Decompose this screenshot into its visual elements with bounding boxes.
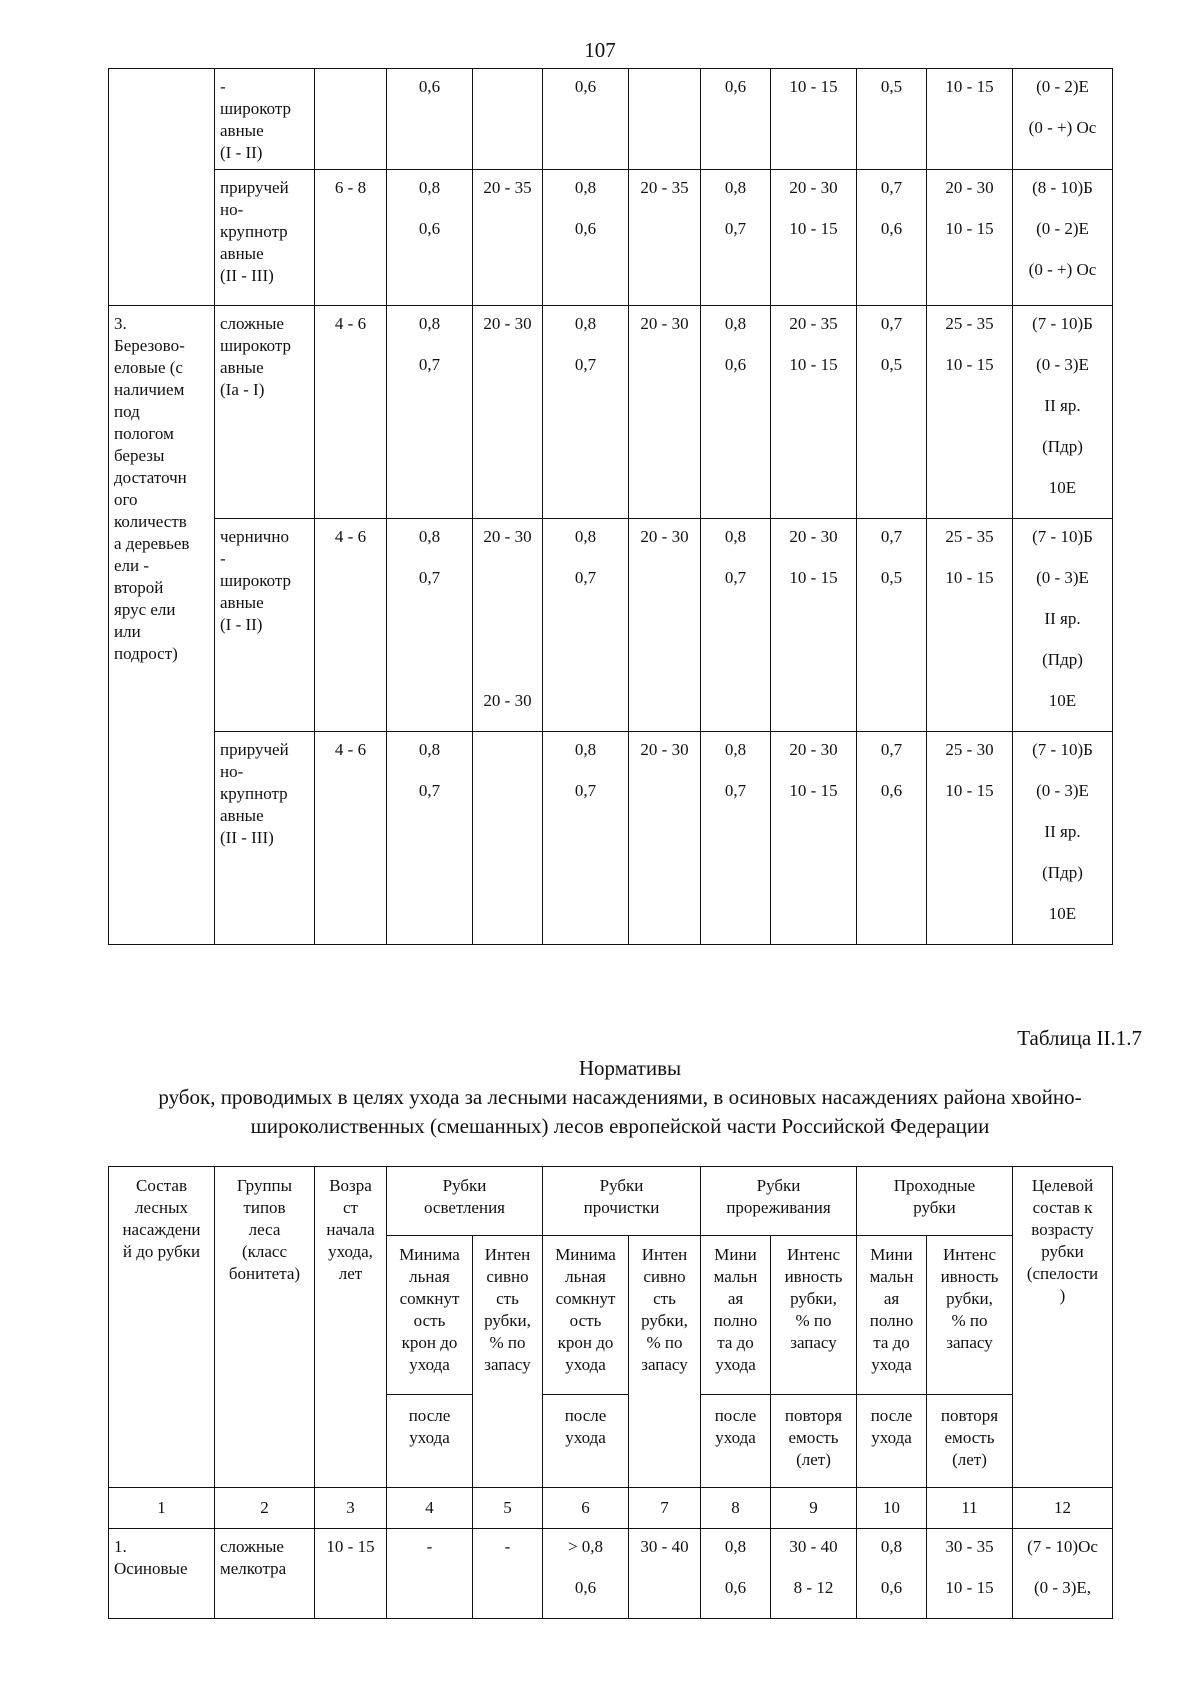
cell-c7: 20 - 35 <box>629 170 701 306</box>
header-intensity-7: Интен сивно сть рубки, % по запасу <box>629 1236 701 1488</box>
continuation-table <box>108 68 1113 945</box>
cell-c12: (0 - 2)Е (0 - +) Ос <box>1013 69 1113 170</box>
cell-c10: 0,7 0,5 <box>857 519 927 732</box>
header-min-closure-6: Минима льная сомкнут ость крон до ухода <box>543 1236 629 1395</box>
header-passage: Проходные рубки <box>857 1167 1013 1236</box>
cell-group: сложные мелкотра <box>215 1529 315 1619</box>
cell-c4: 0,8 0,7 <box>387 306 473 519</box>
header-min-closure-4: Минима льная сомкнут ость крон до ухода <box>387 1236 473 1395</box>
cell-c7: 20 - 30 <box>629 519 701 732</box>
column-number: 1 <box>109 1488 215 1529</box>
cell-c5: 20 - 30 <box>473 306 543 519</box>
table-row <box>109 519 1113 732</box>
header-age: Возра ст начала ухода, лет <box>315 1167 387 1488</box>
column-number: 12 <box>1013 1488 1113 1529</box>
column-number: 2 <box>215 1488 315 1529</box>
cell-c11: 20 - 30 10 - 15 <box>927 170 1013 306</box>
cell-c12: (7 - 10)Б (0 - 3)Е II яр. (Пдр) 10Е <box>1013 519 1113 732</box>
cell-c11: 25 - 30 10 - 15 <box>927 732 1013 945</box>
cell-c5: - <box>473 1529 543 1619</box>
cell-c5: 20 - 35 <box>473 170 543 306</box>
table-caption: Таблица II.1.7 <box>1017 1026 1142 1050</box>
cell-age: 10 - 15 <box>315 1529 387 1619</box>
column-number: 7 <box>629 1488 701 1529</box>
column-number: 11 <box>927 1488 1013 1529</box>
cell-c9: 20 - 30 10 - 15 <box>771 519 857 732</box>
cell-c11: 25 - 35 10 - 15 <box>927 306 1013 519</box>
cell-c8: 0,8 0,6 <box>701 1529 771 1619</box>
cell-c4: 0,8 0,7 <box>387 519 473 732</box>
cell-c5: 20 - 30 20 - 30 <box>473 519 543 732</box>
cell-age: 4 - 6 <box>315 306 387 519</box>
cell-c12: (7 - 10)Б (0 - 3)Е II яр. (Пдр) 10Е <box>1013 732 1113 945</box>
cell-group: сложные широкотр авные (Ia - I) <box>215 306 315 519</box>
header-groups: Группы типов леса (класс бонитета) <box>215 1167 315 1488</box>
header-after-4: после ухода <box>387 1395 473 1488</box>
norms-subtitle: рубок, проводимых в целях ухода за лесными насаждениями, в осиновых насаждениях района хвойно-широколиственных (смешанных) лесов европейской части Российской Федерации <box>158 1085 1082 1138</box>
cell-composition: 3. Березово- еловые (с наличием под пологом березы достаточн ого количеств а деревьев ели - второй ярус ели или подрост) <box>109 306 215 945</box>
cell-age: 4 - 6 <box>315 732 387 945</box>
cell-c10: 0,7 0,5 <box>857 306 927 519</box>
cell-c10: 0,8 0,6 <box>857 1529 927 1619</box>
cell-c10: 0,7 0,6 <box>857 170 927 306</box>
header-intensity-11: Интенс ивность рубки, % по запасу <box>927 1236 1013 1395</box>
cell-composition <box>109 69 215 306</box>
table-row <box>109 1529 1113 1619</box>
cell-c4: 0,8 0,6 <box>387 170 473 306</box>
header-lightening: Рубки осветления <box>387 1167 543 1236</box>
column-number: 5 <box>473 1488 543 1529</box>
cell-c7 <box>629 69 701 170</box>
cell-c9: 20 - 30 10 - 15 <box>771 170 857 306</box>
cell-group: приручей но- крупнотр авные (II - III) <box>215 170 315 306</box>
header-intensity-5: Интен сивно сть рубки, % по запасу <box>473 1236 543 1488</box>
norms-table <box>108 1166 1113 1619</box>
cell-c9: 30 - 40 8 - 12 <box>771 1529 857 1619</box>
header-min-density-8: Мини мальн ая полно та до ухода <box>701 1236 771 1395</box>
cell-c6: 0,8 0,7 <box>543 519 629 732</box>
column-number: 10 <box>857 1488 927 1529</box>
cell-c6: > 0,8 0,6 <box>543 1529 629 1619</box>
table-row <box>109 306 1113 519</box>
column-number: 9 <box>771 1488 857 1529</box>
cell-c5 <box>473 69 543 170</box>
header-row-top <box>109 1167 1113 1236</box>
header-intensity-9: Интенс ивность рубки, % по запасу <box>771 1236 857 1395</box>
cell-c11: 25 - 35 10 - 15 <box>927 519 1013 732</box>
cell-c7: 20 - 30 <box>629 306 701 519</box>
table-row <box>109 69 1113 170</box>
column-number-row <box>109 1488 1113 1529</box>
column-number: 6 <box>543 1488 629 1529</box>
header-cleaning: Рубки прочистки <box>543 1167 701 1236</box>
column-number: 4 <box>387 1488 473 1529</box>
column-number: 3 <box>315 1488 387 1529</box>
cell-age: 4 - 6 <box>315 519 387 732</box>
header-after-8: после ухода <box>701 1395 771 1488</box>
cell-c8: 0,8 0,6 <box>701 306 771 519</box>
header-target: Целевой состав к возрасту рубки (спелости ) <box>1013 1167 1113 1488</box>
header-repeat-9: повторя емость (лет) <box>771 1395 857 1488</box>
cell-c10: 0,5 <box>857 69 927 170</box>
page-number: 107 <box>584 38 616 62</box>
cell-c5 <box>473 732 543 945</box>
cell-c4: - <box>387 1529 473 1619</box>
cell-c11: 30 - 35 10 - 15 <box>927 1529 1013 1619</box>
cell-c9: 10 - 15 <box>771 69 857 170</box>
cell-c4: 0,6 <box>387 69 473 170</box>
header-after-10: после ухода <box>857 1395 927 1488</box>
header-after-6: после ухода <box>543 1395 629 1488</box>
cell-c12: (7 - 10)Б (0 - 3)Е II яр. (Пдр) 10Е <box>1013 306 1113 519</box>
cell-c8: 0,8 0,7 <box>701 732 771 945</box>
cell-c7: 20 - 30 <box>629 732 701 945</box>
cell-c10: 0,7 0,6 <box>857 732 927 945</box>
cell-c9: 20 - 30 10 - 15 <box>771 732 857 945</box>
cell-c8: 0,8 0,7 <box>701 519 771 732</box>
cell-c12: (7 - 10)Ос (0 - 3)Е, <box>1013 1529 1113 1619</box>
cell-c6: 0,8 0,7 <box>543 732 629 945</box>
header-min-density-10: Мини мальн ая полно та до ухода <box>857 1236 927 1395</box>
column-number: 8 <box>701 1488 771 1529</box>
cell-c6: 0,8 0,7 <box>543 306 629 519</box>
cell-c7: 30 - 40 <box>629 1529 701 1619</box>
cell-group: приручей но- крупнотр авные (II - III) <box>215 732 315 945</box>
cell-c8: 0,8 0,7 <box>701 170 771 306</box>
header-thinning: Рубки прореживания <box>701 1167 857 1236</box>
cell-c11: 10 - 15 <box>927 69 1013 170</box>
cell-c6: 0,6 <box>543 69 629 170</box>
table-row <box>109 732 1113 945</box>
cell-group: чернично - широкотр авные (I - II) <box>215 519 315 732</box>
table-row <box>109 170 1113 306</box>
cell-group: - широкотр авные (I - II) <box>215 69 315 170</box>
norms-title: Нормативы <box>578 1056 682 1080</box>
cell-age <box>315 69 387 170</box>
header-repeat-11: повторя емость (лет) <box>927 1395 1013 1488</box>
cell-composition: 1. Осиновые <box>109 1529 215 1619</box>
cell-c4: 0,8 0,7 <box>387 732 473 945</box>
cell-c6: 0,8 0,6 <box>543 170 629 306</box>
cell-c12: (8 - 10)Б (0 - 2)Е (0 - +) Ос <box>1013 170 1113 306</box>
header-composition: Состав лесных насаждени й до рубки <box>109 1167 215 1488</box>
cell-c9: 20 - 35 10 - 15 <box>771 306 857 519</box>
cell-c8: 0,6 <box>701 69 771 170</box>
cell-age: 6 - 8 <box>315 170 387 306</box>
